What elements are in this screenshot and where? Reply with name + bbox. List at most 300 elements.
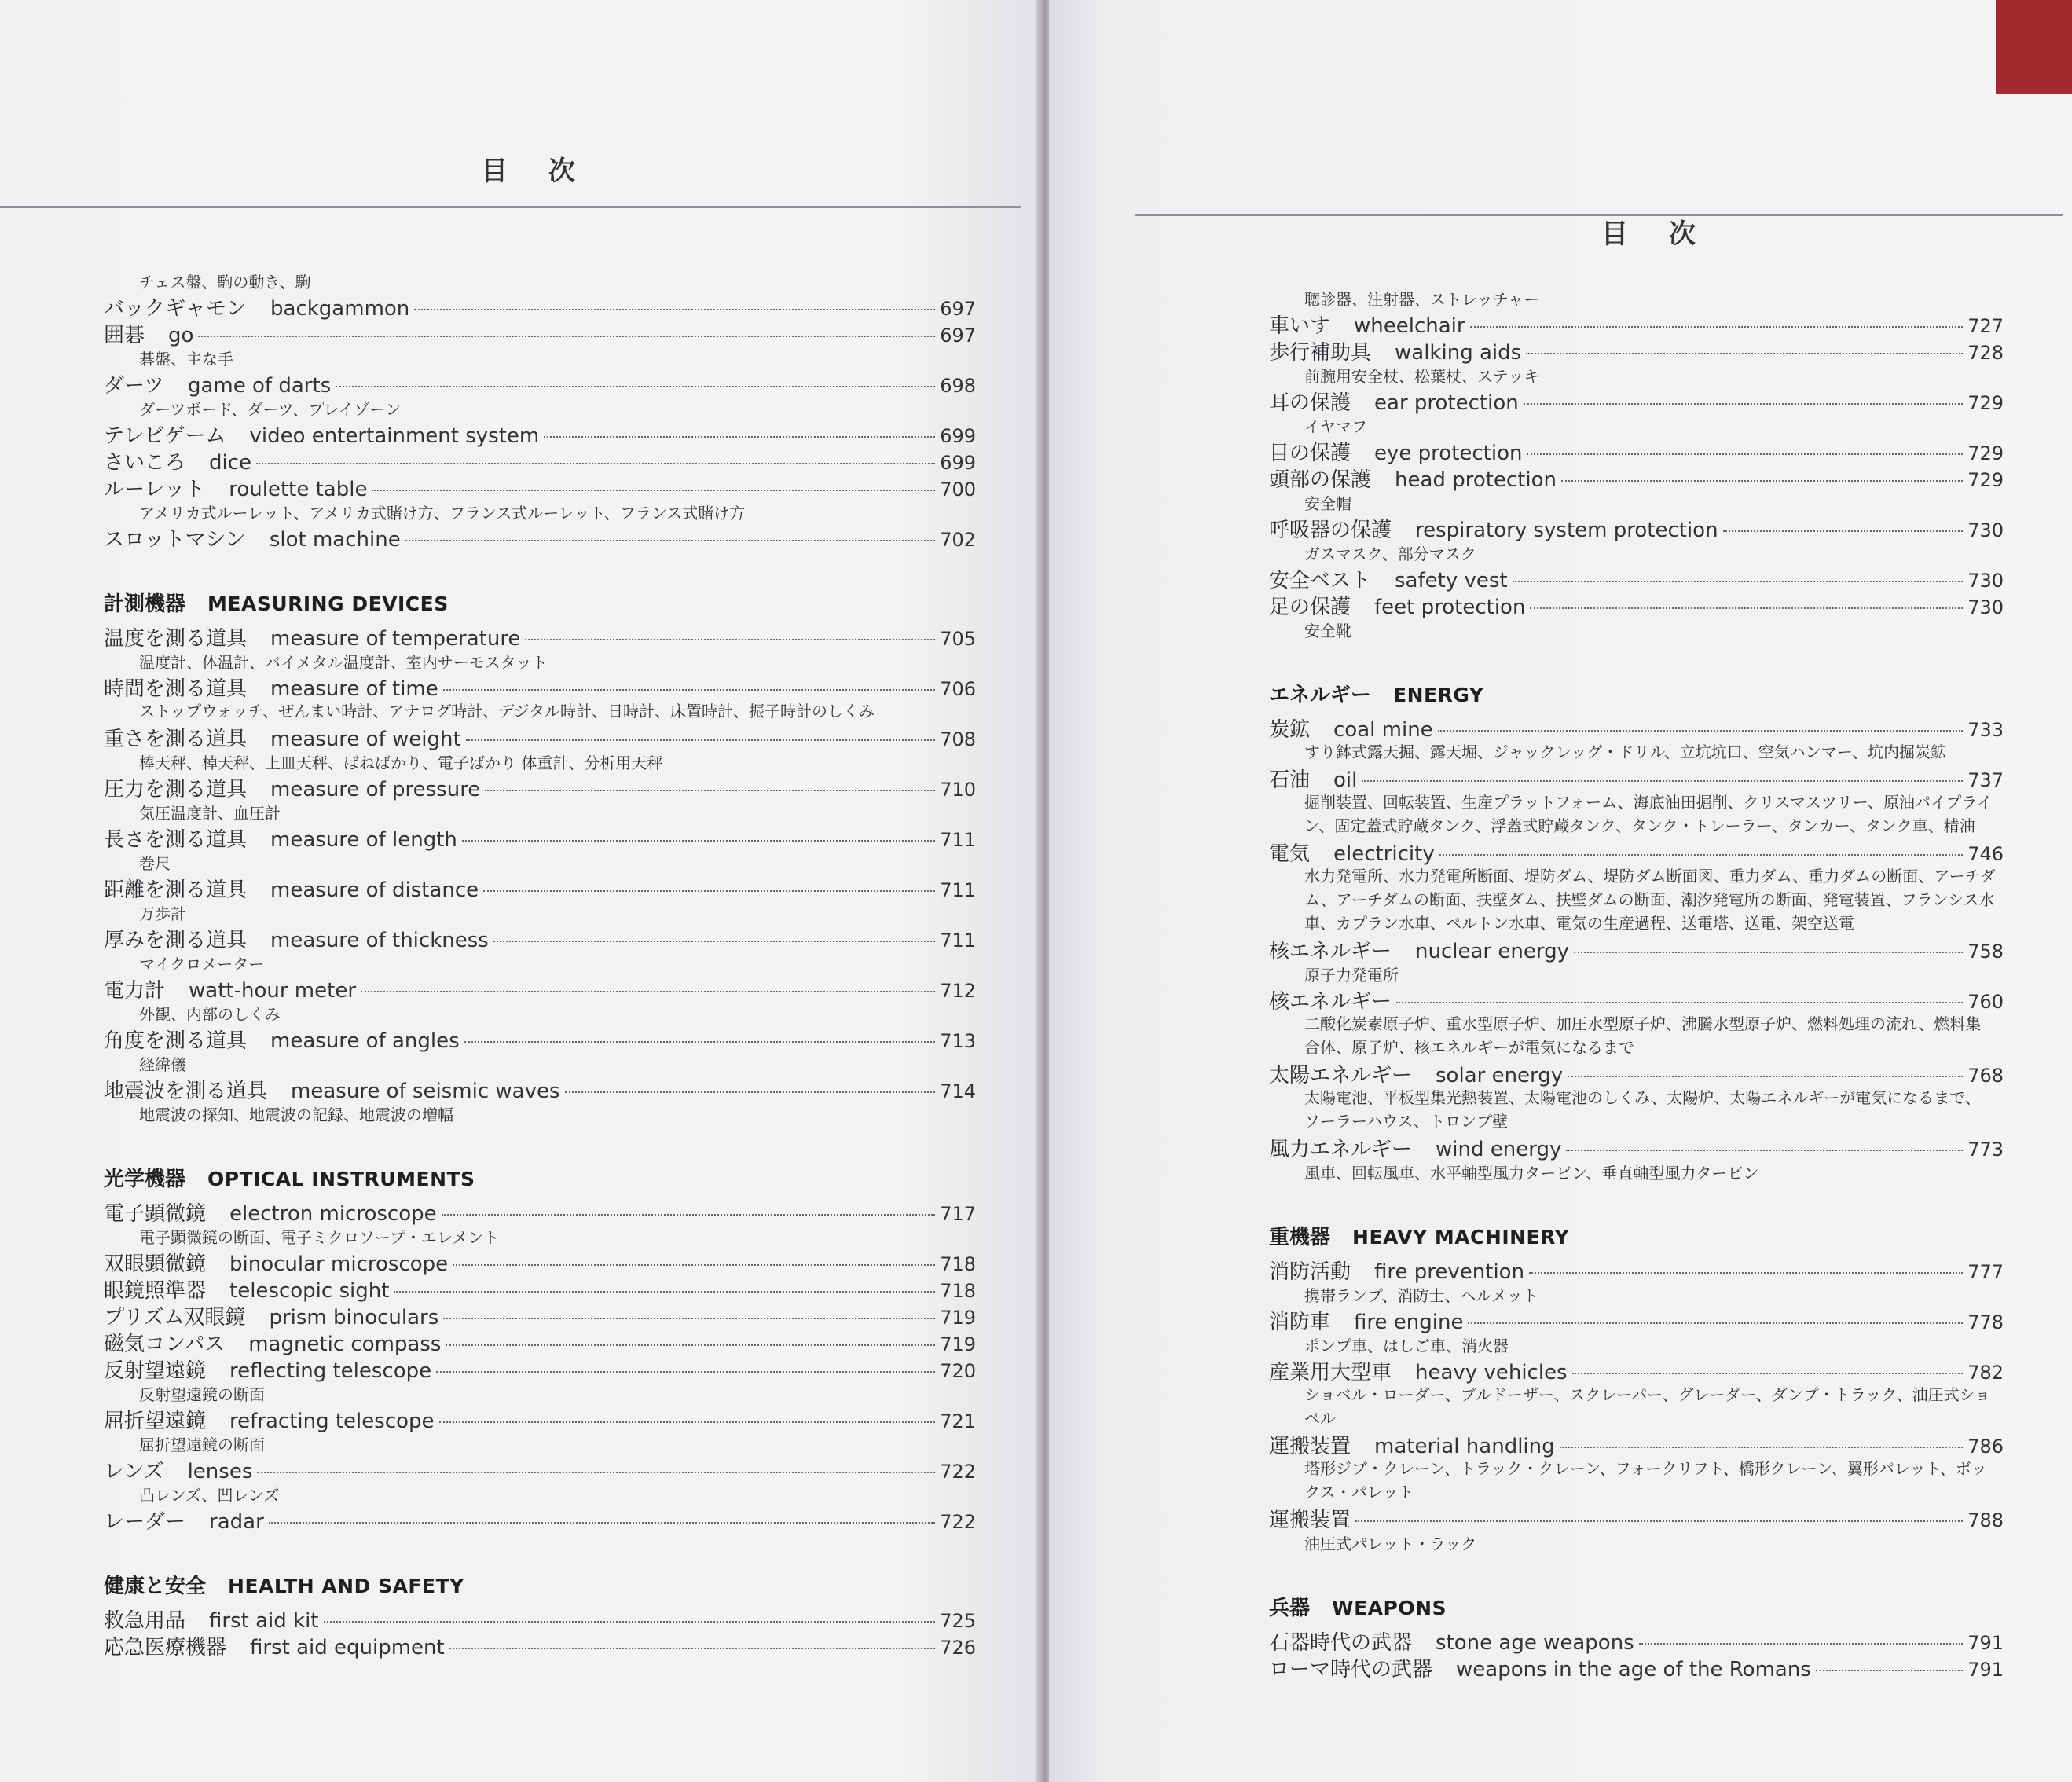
subtopics: 屈折望遠鏡の断面 — [139, 1435, 265, 1454]
subtopics: マイクロメーター — [139, 954, 265, 974]
entry-en: go — [168, 324, 194, 347]
entry-en: nuclear energy — [1415, 940, 1569, 963]
entry-en: measure of pressure — [270, 778, 481, 801]
entry-ja: 眼鏡照準器 — [104, 1279, 207, 1303]
leader-dots — [269, 1522, 935, 1524]
entry-en: wind energy — [1436, 1138, 1562, 1161]
entry-en: binocular microscope — [229, 1252, 449, 1276]
subtopics: 棒天秤、棹天秤、上皿天秤、ばねばかり、電子ばかり 体重計、分析用天秤 — [139, 753, 663, 772]
page-number: 726 — [940, 1637, 976, 1659]
leader-dots — [439, 1421, 936, 1423]
subtopics: 塔形ジブ・クレーン、トラック・クレーン、フォークリフト、橋形クレーン、翼形パレット、ボックス・パレット — [1304, 1459, 1987, 1502]
entry-ja: 温度を測る道具 — [104, 627, 248, 651]
entry-en: coal mine — [1333, 718, 1433, 742]
leader-dots — [1816, 1670, 1963, 1671]
page-number: 719 — [940, 1307, 976, 1329]
page-number: 786 — [1967, 1436, 2004, 1458]
page-number: 729 — [1967, 442, 2004, 464]
entry-en: stone age weapons — [1436, 1631, 1634, 1655]
page-number: 711 — [940, 829, 976, 851]
entry-ja: 太陽エネルギー — [1269, 1064, 1413, 1087]
subtopics: 前腕用安全杖、松葉杖、ステッキ — [1304, 366, 1540, 386]
entry-en: electron microscope — [229, 1202, 437, 1226]
entry-ja: ルーレット — [104, 478, 206, 501]
entry-en: safety vest — [1395, 569, 1508, 592]
entry-ja: 厚みを測る道具 — [104, 929, 248, 952]
subtopics: 気圧温度計、血圧計 — [139, 803, 281, 823]
entry-ja: 足の保護 — [1269, 596, 1351, 619]
leader-dots — [485, 790, 935, 791]
toc-entry — [1269, 935, 2004, 962]
entry-en: telescopic sight — [229, 1279, 390, 1303]
subtopics: 碁盤、主な手 — [139, 349, 233, 368]
page-number: 719 — [940, 1333, 976, 1355]
subtopics: 聴診器、注射器、ストレッチャー — [1304, 289, 1540, 309]
entry-en: roulette table — [229, 478, 368, 501]
entry-en: reflecting telescope — [229, 1359, 432, 1383]
leader-dots — [466, 739, 936, 741]
entry-en: watt-hour meter — [189, 979, 357, 1003]
entry-ja: 地震波を測る道具 — [104, 1080, 268, 1103]
entry-en: ear protection — [1374, 391, 1519, 415]
subtopics: チェス盤、駒の動き、駒 — [139, 272, 311, 292]
page-number: 710 — [940, 779, 976, 801]
subtopics: 風車、回転風車、水平軸型風力タービン、垂直軸型風力タービン — [1304, 1163, 1759, 1182]
section-ja: 兵器 — [1269, 1597, 1311, 1620]
page-number: 730 — [1967, 570, 2004, 592]
section-en: OPTICAL INSTRUMENTS — [207, 1168, 475, 1190]
page-number: 722 — [940, 1511, 976, 1533]
entry-en: prism binoculars — [269, 1306, 439, 1329]
entry-en: radar — [209, 1510, 264, 1534]
toc-entry — [104, 974, 976, 1001]
leader-dots — [1527, 453, 1963, 455]
leader-dots — [1530, 607, 1963, 609]
toc-entry — [1269, 1356, 2004, 1383]
entry-ja: プリズム双眼鏡 — [104, 1306, 246, 1329]
leader-dots — [1566, 1150, 1963, 1151]
toc-entry — [1269, 1059, 2004, 1086]
entry-en: respiratory system protection — [1415, 519, 1718, 542]
leader-dots — [449, 1648, 935, 1649]
leader-dots — [394, 1291, 935, 1292]
page-number: 697 — [940, 298, 976, 320]
entry-en: measure of time — [270, 677, 438, 701]
toc-entry — [1269, 387, 2004, 413]
section-en: HEALTH AND SAFETY — [228, 1575, 464, 1597]
subtopics: 安全帽 — [1304, 493, 1351, 513]
page-number: 733 — [1967, 719, 2004, 741]
section-heading — [104, 588, 976, 618]
toc-entry — [1269, 310, 2004, 336]
leader-dots — [1529, 1272, 1963, 1274]
entry-en: first aid equipment — [250, 1636, 445, 1659]
leader-dots — [198, 336, 935, 337]
entry-en: heavy vehicles — [1415, 1361, 1568, 1384]
leader-dots — [256, 463, 935, 464]
section-ja: 光学機器 — [104, 1168, 186, 1191]
entry-ja: 頭部の保護 — [1269, 468, 1372, 492]
leader-dots — [483, 890, 935, 892]
page-number: 698 — [940, 375, 976, 397]
entry-en: refracting telescope — [229, 1410, 435, 1433]
page-number: 728 — [1967, 342, 2004, 364]
section-heading — [1269, 1221, 2004, 1251]
toc-entry — [104, 1025, 976, 1051]
subtopics: 温度計、体温計、バイメタル温度計、室内サーモスタット — [139, 652, 548, 672]
leader-dots — [336, 386, 935, 387]
leader-dots — [1561, 480, 1963, 482]
leader-dots — [1639, 1643, 1963, 1644]
page-number: 706 — [940, 678, 976, 700]
subtopics: ダーツボード、ダーツ、プレイゾーン — [139, 399, 401, 419]
entry-ja: 石器時代の武器 — [1269, 1631, 1413, 1655]
toc-entry — [1269, 1626, 2004, 1653]
entry-ja: 車いす — [1269, 314, 1331, 338]
entry-ja: 目の保護 — [1269, 442, 1351, 465]
leader-dots — [1526, 353, 1963, 354]
entry-en: wheelchair — [1354, 314, 1465, 338]
leader-dots — [436, 1371, 935, 1373]
page-number: 777 — [1967, 1261, 2004, 1283]
entry-en: measure of temperature — [270, 627, 521, 651]
entry-ja: 救急用品 — [104, 1609, 186, 1633]
section-en: MEASURING DEVICES — [207, 592, 449, 615]
entry-ja: 歩行補助具 — [1269, 341, 1372, 365]
entry-en: slot machine — [269, 528, 401, 552]
section-ja: 健康と安全 — [104, 1575, 207, 1598]
section-ja: エネルギー — [1269, 684, 1372, 707]
leader-dots — [525, 639, 935, 640]
section-heading — [104, 1163, 976, 1193]
leader-dots — [1438, 730, 1964, 732]
toc-entry — [1269, 1306, 2004, 1333]
page-number: 717 — [940, 1203, 976, 1225]
entry-ja: 屈折望遠鏡 — [104, 1410, 207, 1433]
leader-dots — [1568, 1076, 1963, 1077]
toc-entry — [104, 773, 976, 800]
entry-ja: 安全ベスト — [1269, 569, 1372, 592]
toc-entry — [104, 823, 976, 850]
page-number: 700 — [940, 478, 976, 500]
leader-dots — [1513, 581, 1964, 582]
page-number: 791 — [1967, 1632, 2004, 1654]
leader-dots — [1572, 1373, 1964, 1374]
leader-dots — [1362, 780, 1963, 782]
toc-entry — [104, 1197, 976, 1224]
subtopics: 掘削装置、回転装置、生産プラットフォーム、海底油田掘削、クリスマスツリー、原油パイプライン、固定蓋式貯蔵タンク、浮蓋式貯蔵タンク、タンク・トレーラー、タンカー、タンク車、精油 — [1304, 793, 1993, 835]
toc-entry — [104, 292, 976, 319]
entry-ja: 産業用大型車 — [1269, 1361, 1392, 1384]
toc-entry — [104, 622, 976, 649]
section-heading — [1269, 1592, 2004, 1622]
subtopics: イヤマフ — [1304, 416, 1367, 436]
entry-ja: 消防活動 — [1269, 1260, 1351, 1284]
page-number: 730 — [1967, 596, 2004, 618]
page-number: 721 — [940, 1410, 976, 1432]
toc-entry — [1269, 764, 2004, 790]
leader-dots — [414, 309, 935, 310]
leader-dots — [464, 1041, 936, 1043]
toc-entry — [1269, 336, 2004, 363]
entry-en: fire prevention — [1374, 1260, 1525, 1284]
entry-en: lenses — [187, 1460, 253, 1483]
page-number: 720 — [940, 1360, 976, 1382]
subtopics: 外観、内部のしくみ — [139, 1004, 281, 1024]
entry-en: fire engine — [1354, 1311, 1464, 1334]
subtopics: 巻尺 — [139, 853, 171, 873]
toc-right — [1269, 286, 2004, 1680]
page-number: 714 — [940, 1080, 976, 1102]
entry-ja: 電気 — [1269, 842, 1311, 866]
toc-entry — [1269, 1504, 2004, 1531]
subtopics: 原子力発電所 — [1304, 965, 1399, 984]
page-number: 730 — [1967, 519, 2004, 541]
leader-dots — [1468, 1322, 1963, 1324]
entry-ja: 核エネルギー — [1269, 940, 1392, 963]
entry-ja: 圧力を測る道具 — [104, 778, 248, 801]
entry-en: electricity — [1333, 842, 1435, 866]
subtopics: 安全靴 — [1304, 621, 1351, 640]
entry-ja: 呼吸器の保護 — [1269, 519, 1392, 542]
page-number: 722 — [940, 1461, 976, 1483]
header-rule — [1135, 214, 2063, 216]
toc-entry — [104, 874, 976, 900]
entry-en: walking aids — [1395, 341, 1522, 365]
leader-dots — [1439, 854, 1963, 856]
toc-left — [104, 269, 976, 1658]
leader-dots — [1396, 1002, 1963, 1003]
red-book-corner — [1996, 0, 2072, 94]
leader-dots — [442, 1214, 936, 1216]
subtopics: すり鉢式露天掘、露天堀、ジャックレッグ・ドリル、立坑坑口、空気ハンマー、坑内掘炭鉱 — [1304, 742, 1946, 761]
page-number: 773 — [1967, 1138, 2004, 1160]
page-number: 788 — [1967, 1509, 2004, 1531]
subtopics: 経緯儀 — [139, 1054, 186, 1074]
entry-ja: ダーツ — [104, 374, 164, 398]
toc-entry — [104, 1505, 976, 1532]
subtopics: 水力発電所、水力発電所断面、堤防ダム、堤防ダム断面図、重力ダム、重力ダムの断面、アーチダム、アーチダムの断面、扶壁ダム、扶壁ダムの断面、潮汐発電所の断面、発電装置、フランシス水車、カプラン水車、ペルトン水車、電気の生産過程、送電塔、送電、架空送電 — [1304, 867, 1996, 933]
toc-entry — [104, 1274, 976, 1301]
toc-entry — [104, 319, 976, 346]
entry-ja: 重さを測る道具 — [104, 728, 248, 751]
toc-entry — [104, 369, 976, 396]
entry-ja: 囲碁 — [104, 324, 145, 347]
entry-ja: 耳の保護 — [1269, 391, 1351, 415]
entry-ja: 角度を測る道具 — [104, 1029, 248, 1053]
entry-en: first aid kit — [209, 1609, 319, 1633]
leader-dots — [1470, 326, 1964, 328]
entry-en: measure of distance — [270, 878, 479, 902]
page-number: 718 — [940, 1280, 976, 1302]
leader-dots — [405, 540, 935, 541]
toc-entry — [104, 1075, 976, 1102]
leader-dots — [446, 1344, 935, 1346]
entry-en: video entertainment system — [249, 424, 540, 448]
entry-ja: 長さを測る道具 — [104, 828, 248, 852]
header-rule — [0, 206, 1021, 208]
entry-en: game of darts — [187, 374, 332, 398]
toc-entry — [104, 420, 976, 446]
page-number: 712 — [940, 980, 976, 1002]
entry-en: oil — [1333, 768, 1358, 792]
page-number: 729 — [1967, 469, 2004, 491]
toc-entry — [104, 1631, 976, 1658]
toc-entry — [104, 1328, 976, 1355]
leader-dots — [443, 1318, 935, 1319]
subtopics: 携帯ランプ、消防士、ヘルメット — [1304, 1285, 1538, 1305]
page-number: 760 — [1967, 991, 2004, 1013]
entry-ja: 電力計 — [104, 979, 166, 1003]
entry-en: dice — [209, 451, 252, 475]
subtopics: 万歩計 — [139, 904, 186, 923]
section-heading — [104, 1570, 976, 1600]
entry-ja: テレビゲーム — [104, 424, 226, 448]
running-title: 目 次 — [1601, 218, 1711, 250]
subtopics: ポンプ車、はしご車、消火器 — [1304, 1336, 1509, 1355]
entry-ja: 双眼顕微鏡 — [104, 1252, 207, 1276]
subtopics: 二酸化炭素原子炉、重水型原子炉、加圧水型原子炉、沸騰水型原子炉、燃料処理の流れ、燃料集合体、原子炉、核エネルギーが電気になるまで — [1304, 1014, 1982, 1057]
page-number: 699 — [940, 425, 976, 447]
leader-dots — [1524, 403, 1963, 405]
entry-ja: 運搬装置 — [1269, 1509, 1351, 1532]
entry-en: head protection — [1395, 468, 1557, 492]
toc-entry — [1269, 591, 2004, 618]
running-title: 目 次 — [481, 156, 591, 187]
page-number: 699 — [940, 452, 976, 474]
toc-entry — [1269, 1256, 2004, 1282]
leader-dots — [372, 490, 935, 491]
subtopics: 電子顕微鏡の断面、電子ミクロソープ・エレメント — [139, 1227, 500, 1247]
toc-entry — [104, 523, 976, 550]
leader-dots — [493, 940, 935, 942]
right-page — [1049, 0, 2072, 1782]
toc-entry — [104, 1455, 976, 1482]
page-number: 737 — [1967, 769, 2004, 791]
entry-en: solar energy — [1436, 1064, 1564, 1087]
entry-ja: 応急医療機器 — [104, 1636, 227, 1659]
toc-entry — [104, 446, 976, 473]
page-number: 705 — [940, 628, 976, 650]
entry-ja: 距離を測る道具 — [104, 878, 248, 902]
leader-dots — [1560, 1446, 1964, 1448]
page-number: 711 — [940, 930, 976, 952]
page-number: 782 — [1967, 1362, 2004, 1384]
entry-ja: 電子顕微鏡 — [104, 1202, 207, 1226]
entry-en: measure of length — [270, 828, 457, 852]
entry-ja: 石油 — [1269, 768, 1311, 792]
toc-entry — [1269, 464, 2004, 490]
entry-en: backgammon — [270, 297, 410, 321]
leader-dots — [453, 1264, 935, 1266]
entry-en: magnetic compass — [248, 1333, 442, 1356]
toc-entry — [104, 1248, 976, 1274]
entry-ja: ローマ時代の武器 — [1269, 1658, 1433, 1681]
page-number: 711 — [940, 879, 976, 901]
leader-dots — [1723, 530, 1964, 532]
toc-entry — [1269, 985, 2004, 1012]
entry-ja: 磁気コンパス — [104, 1333, 226, 1356]
leader-dots — [361, 991, 935, 992]
entry-ja: さいころ — [104, 451, 186, 475]
entry-ja: スロットマシン — [104, 528, 246, 552]
toc-entry — [104, 673, 976, 699]
toc-entry — [1269, 1133, 2004, 1160]
entry-ja: バックギャモン — [104, 297, 248, 321]
entry-en: measure of angles — [270, 1029, 460, 1053]
page-number: 718 — [940, 1253, 976, 1275]
entry-ja: レンズ — [104, 1460, 164, 1483]
subtopics: ショベル・ローダー、ブルドーザー、スクレーパー、グレーダー、ダンプ・トラック、油圧式ショベル — [1304, 1385, 1991, 1428]
toc-entry — [1269, 713, 2004, 740]
section-en: WEAPONS — [1332, 1597, 1447, 1619]
page-number: 758 — [1967, 940, 2004, 962]
subtopics: ストップウォッチ、ぜんまい時計、アナログ時計、デジタル時計、日時計、床置時計、振子時計のしくみ — [139, 702, 875, 720]
subtopics: 太陽電池、平板型集光熱装置、太陽電池のしくみ、太陽炉、太陽エネルギーが電気になるまで、ソーラーハウス、トロンブ壁 — [1304, 1088, 1981, 1131]
entry-ja: 炭鉱 — [1269, 718, 1311, 742]
page-number: 727 — [1967, 315, 2004, 337]
entry-en: weapons in the age of the Romans — [1456, 1658, 1811, 1681]
toc-entry — [104, 1301, 976, 1328]
toc-entry — [1269, 838, 2004, 864]
entry-ja: 消防車 — [1269, 1311, 1331, 1334]
page-number: 702 — [940, 529, 976, 551]
toc-entry — [104, 924, 976, 951]
entry-ja: 時間を測る道具 — [104, 677, 248, 701]
subtopics: 反射望遠鏡の断面 — [139, 1384, 265, 1404]
entry-ja: 核エネルギー — [1269, 990, 1392, 1014]
page-number: 729 — [1967, 392, 2004, 414]
toc-entry — [104, 1355, 976, 1381]
page-number: 697 — [940, 324, 976, 346]
subtopics: 凸レンズ、凹レンズ — [139, 1485, 280, 1505]
toc-entry — [1269, 437, 2004, 464]
entry-en: measure of weight — [270, 728, 461, 751]
leader-dots — [443, 689, 935, 691]
entry-en: eye protection — [1374, 442, 1523, 465]
leader-dots — [544, 436, 935, 438]
entry-ja: 運搬装置 — [1269, 1435, 1351, 1458]
entry-ja: 反射望遠鏡 — [104, 1359, 207, 1383]
leader-dots — [324, 1621, 936, 1622]
entry-ja: レーダー — [104, 1510, 186, 1534]
leader-dots — [1574, 952, 1963, 953]
page-number: 768 — [1967, 1065, 2004, 1087]
entry-en: material handling — [1374, 1435, 1555, 1458]
entry-ja: 風力エネルギー — [1269, 1138, 1413, 1161]
leader-dots — [257, 1472, 935, 1473]
toc-entry — [1269, 564, 2004, 591]
entry-en: feet protection — [1374, 596, 1526, 619]
toc-entry — [1269, 1653, 2004, 1680]
entry-en: measure of thickness — [270, 929, 489, 952]
leader-dots — [565, 1091, 936, 1093]
page-number: 746 — [1967, 843, 2004, 865]
page-number: 778 — [1967, 1311, 2004, 1333]
leader-dots — [1355, 1520, 1963, 1522]
subtopics: 油圧式パレット・ラック — [1304, 1534, 1477, 1553]
page-number: 708 — [940, 728, 976, 750]
toc-entry — [104, 723, 976, 750]
page-number: 713 — [940, 1030, 976, 1052]
toc-entry — [104, 1604, 976, 1631]
section-ja: 重機器 — [1269, 1226, 1331, 1249]
toc-entry — [104, 473, 976, 500]
section-en: HEAVY MACHINERY — [1352, 1226, 1570, 1248]
subtopics: 地震波の探知、地震波の記録、地震波の増幅 — [139, 1105, 453, 1124]
toc-entry — [1269, 514, 2004, 541]
section-en: ENERGY — [1393, 684, 1484, 706]
